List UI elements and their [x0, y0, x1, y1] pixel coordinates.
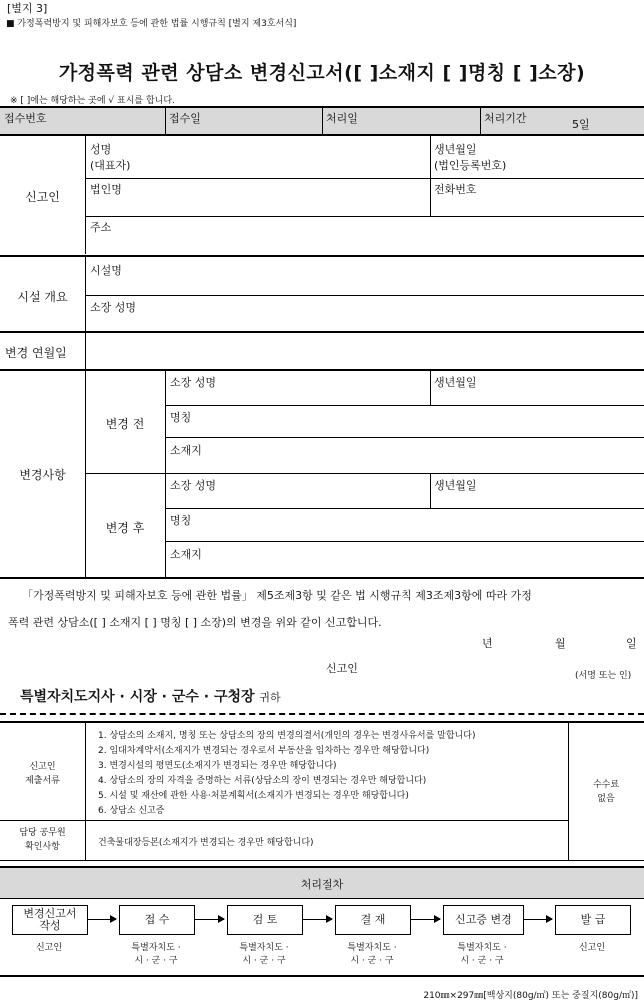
after-location-label: 소재지 — [170, 548, 202, 561]
step-actor: 신고인 — [35, 943, 63, 953]
date-year: 년 — [482, 637, 493, 650]
document-item: 1. 상담소의 소재지, 명칭 또는 상담소의 장의 변경의결서(개인의 경우는 변경사유서를 말합니다) — [98, 731, 476, 741]
step-actor: 특별자치도 · 시 · 군 · 구 — [457, 943, 507, 966]
reporter-section-label: 신고인 — [25, 190, 60, 204]
document-item: 3. 변경시설의 평면도(소재지가 변경되는 경우만 해당합니다) — [98, 761, 337, 771]
change-date-label: 변경 연월일 — [5, 346, 67, 360]
before-label: 변경 전 — [105, 417, 145, 431]
before-birth-label: 생년월일 — [434, 376, 477, 389]
step-actor: 특별자치도 · 시 · 군 · 구 — [131, 943, 181, 966]
address-label: 주소 — [90, 221, 112, 234]
document-item: 5. 시설 및 재산에 관한 사용·처분계획서(소재지가 변경되는 경우만 해당합니다) — [98, 791, 409, 801]
reporter-name-label: 성명 — [90, 143, 112, 156]
before-name-label: 명칭 — [170, 411, 192, 424]
page-title: 가정폭력 관련 상담소 변경신고서([ ]소재지 [ ]명칭 [ ]소장) — [58, 62, 586, 84]
arrow-right-icon — [411, 919, 440, 920]
processed-date-label: 처리일 — [326, 112, 358, 125]
reporter-name-sub: (대표자) — [90, 159, 131, 172]
receipt-date-label: 접수일 — [169, 112, 201, 125]
form-subtitle: ■ 가정폭력방지 및 피해자보호 등에 관한 법률 시행규칙 [별지 제3호서식] — [6, 19, 297, 29]
check-note: ※ [ ]에는 해당하는 곳에 √ 표시를 합니다. — [10, 96, 175, 106]
facility-section-label: 시설 개요 — [17, 290, 68, 304]
step-review: 검 토 — [227, 905, 303, 935]
arrow-right-icon — [88, 919, 116, 920]
step-actor: 특별자치도 · 시 · 군 · 구 — [347, 943, 397, 966]
official-check-item: 건축물대장등본(소재지가 변경되는 경우만 해당합니다) — [98, 838, 314, 848]
after-birth-label: 생년월일 — [434, 479, 477, 492]
official-check-label: 담당 공무원 확인사항 — [19, 828, 66, 852]
step-certificate-change: 신고증 변경 — [443, 905, 524, 935]
arrow-right-icon — [195, 919, 224, 920]
document-item: 6. 상담소 신고증 — [98, 806, 165, 816]
phone-label: 전화번호 — [434, 183, 477, 196]
after-director-label: 소장 성명 — [170, 479, 217, 492]
after-name-label: 명칭 — [170, 514, 192, 527]
processing-period-label: 처리기간 — [484, 112, 527, 125]
corp-name-label: 법인명 — [90, 183, 122, 196]
procedure-title: 처리절차 — [300, 878, 344, 891]
step-approval: 결 재 — [335, 905, 411, 935]
after-label: 변경 후 — [105, 521, 145, 535]
declaration-line1: 「가정폭력방지 및 피해자보호 등에 관한 법률」 제5조제3항 및 같은 법 시행규칙 제3조제3항에 따라 가정 — [22, 589, 532, 602]
arrow-right-icon — [303, 919, 332, 920]
declaration-line2: 폭력 관련 상담소([ ] 소재지 [ ] 명칭 [ ] 소장)의 변경을 위와 같이 신고합니다. — [8, 616, 382, 629]
step-actor: 특별자치도 · 시 · 군 · 구 — [239, 943, 289, 966]
paper-spec: 210㎜×297㎜[백상지(80g/㎡) 또는 중질지(80g/㎡)] — [423, 991, 638, 1001]
annex-label: [별지 3] — [7, 2, 48, 15]
date-month: 월 — [555, 637, 566, 650]
processing-period-value: 5일 — [572, 118, 590, 131]
receipt-number-label: 접수번호 — [4, 112, 47, 125]
changes-section-label: 변경사항 — [19, 468, 66, 482]
fee-label: 수수료 — [592, 780, 620, 790]
fee-cell — [568, 778, 644, 806]
facility-director-label: 소장 성명 — [90, 301, 137, 314]
step-write-report: 변경신고서 작성 — [12, 905, 88, 935]
document-item: 4. 상담소의 장의 자격을 증명하는 서류(상담소의 장이 변경되는 경우만 해당합니다) — [98, 776, 427, 786]
reporter-birth-label: 생년월일 — [434, 143, 477, 156]
facility-name-label: 시설명 — [90, 264, 122, 277]
step-actor: 신고인 — [578, 943, 606, 953]
before-location-label: 소재지 — [170, 444, 202, 457]
recipient-suffix: 귀하 — [259, 691, 281, 704]
arrow-right-icon — [524, 919, 552, 920]
recipient-name: 특별자치도지사 · 시장 · 군수 · 구청장 — [20, 689, 255, 705]
recipient — [20, 686, 281, 706]
reporter-birth-sub: (법인등록번호) — [434, 159, 507, 172]
fee-value: 없음 — [597, 794, 615, 804]
step-issue: 발 급 — [555, 905, 631, 935]
signer-label: 신고인 — [326, 662, 358, 675]
step-receipt: 접 수 — [119, 905, 195, 935]
date-day: 일 — [626, 637, 637, 650]
document-item: 2. 임대차계약서(소재지가 변경되는 경우로서 부동산을 임차하는 경우만 해당합니다) — [98, 746, 430, 756]
documents-list — [98, 729, 475, 819]
sign-note: (서명 또는 인) — [575, 671, 632, 681]
submit-docs-label: 신고인 제출서류 — [25, 762, 60, 786]
before-director-label: 소장 성명 — [170, 376, 217, 389]
